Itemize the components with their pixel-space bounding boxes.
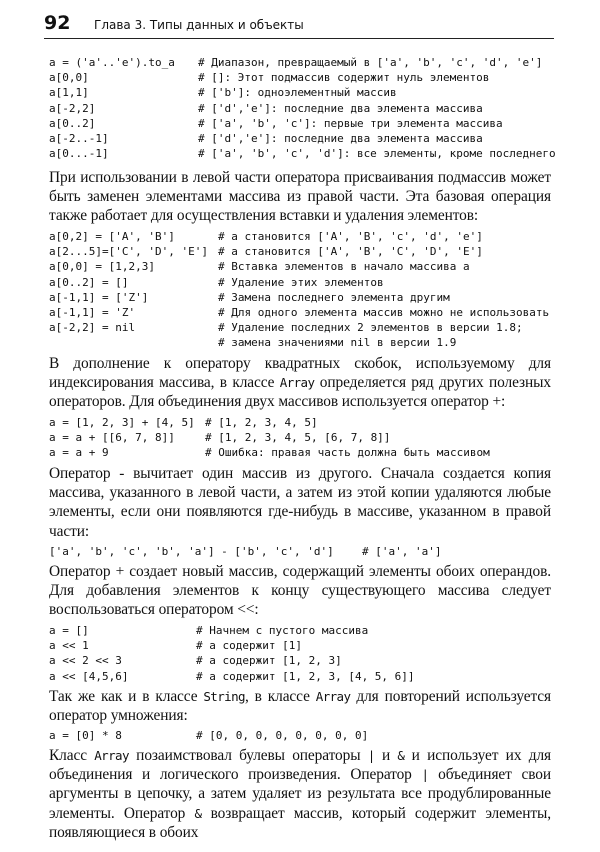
code-comment: # ['d','e']: последние два элемента массива bbox=[198, 101, 483, 115]
text-run: В дополнение к оператору квадратных скобок, используемому для индексирования массива, в классе bbox=[49, 355, 551, 392]
code-statement: a = [1, 2, 3] + [4, 5] bbox=[49, 416, 195, 429]
code-listing bbox=[49, 55, 559, 161]
code-statement: a = a + 9 bbox=[49, 446, 109, 460]
code-listing bbox=[49, 544, 559, 559]
code-line bbox=[49, 544, 559, 559]
code-statement: a << 2 << 3 bbox=[49, 654, 122, 668]
code-line bbox=[49, 669, 559, 684]
code-comment: # Диапазон, превращаемый в ['a', 'b', 'c', 'd', 'e'] bbox=[198, 56, 543, 69]
code-line bbox=[49, 131, 559, 146]
code-statement: a[0,2] = ['A', 'B'] bbox=[49, 230, 175, 243]
code-comment: # a становится ['A', 'B', 'c', 'd', 'e'] bbox=[218, 230, 483, 243]
code-comment: # ['b']: одноэлементный массив bbox=[198, 86, 397, 100]
code-comment: # ['a', 'a'] bbox=[362, 545, 442, 558]
code-listing bbox=[49, 415, 559, 461]
text-run: для повторений используется оператор умножения: bbox=[49, 688, 551, 725]
inline-code: Array bbox=[94, 748, 129, 763]
text-run: Класс bbox=[49, 747, 95, 764]
code-line bbox=[49, 430, 559, 445]
code-line bbox=[49, 623, 559, 638]
body-paragraph bbox=[49, 687, 551, 725]
code-line bbox=[49, 728, 559, 743]
inline-code: Array bbox=[315, 689, 351, 704]
code-comment: # a содержит [1, 2, 3, [4, 5, 6]] bbox=[196, 669, 415, 683]
code-line bbox=[49, 415, 559, 430]
text-run: Так же как и в классе bbox=[49, 688, 204, 705]
code-comment: # [1, 2, 3, 4, 5, [6, 7, 8]] bbox=[205, 431, 391, 445]
code-statement: a << [4,5,6] bbox=[49, 669, 129, 683]
body-paragraph bbox=[49, 562, 551, 620]
code-statement: a = ('a'..'e').to_a bbox=[49, 56, 175, 69]
running-header bbox=[44, 10, 554, 39]
code-line bbox=[49, 85, 559, 100]
code-statement: a[0,0] bbox=[49, 71, 89, 85]
code-comment: # ['d','e']: последние два элемента массива bbox=[198, 132, 483, 146]
code-statement: a[2...5]=['C', 'D', 'E'] bbox=[49, 245, 208, 259]
code-statement: a[-2..-1] bbox=[49, 132, 109, 146]
code-listing bbox=[49, 623, 559, 684]
code-line bbox=[49, 335, 559, 350]
code-statement: a[-1,1] = 'Z' bbox=[49, 306, 136, 320]
code-statement: a[1,1] bbox=[49, 86, 89, 100]
code-comment: # a содержит [1] bbox=[196, 639, 302, 653]
code-line bbox=[49, 305, 559, 320]
body-paragraph bbox=[49, 168, 551, 226]
code-comment: # Начнем с пустого массива bbox=[196, 624, 369, 637]
inline-code: & bbox=[194, 805, 202, 821]
code-line bbox=[49, 290, 559, 305]
code-line bbox=[49, 275, 559, 290]
code-line bbox=[49, 55, 559, 70]
chapter-title: Глава 3. Типы данных и объекты bbox=[94, 18, 304, 32]
text-run: определяется ряд других полезных операторов. Для объединения двух массивов используется оператор +: bbox=[49, 374, 551, 411]
code-statement: a << 1 bbox=[49, 639, 89, 653]
text-run: позаимствовал булевы операторы bbox=[128, 747, 368, 764]
text-run: возвращает массив, который содержит элементы, появляющиеся в обоих bbox=[49, 804, 551, 841]
text-run: Оператор - вычитает один массив из другого. Сначала создается копия массива, указанного в левой части, а затем из этой копии удаляются любые элементы, если они появляются где-нибудь в массиве, указанном в правой части: bbox=[49, 465, 551, 540]
code-comment: # ['a', 'b', 'c', 'd']: все элементы, кроме последнего bbox=[198, 147, 556, 161]
code-comment: # a содержит [1, 2, 3] bbox=[196, 654, 342, 668]
code-comment: # a становится ['A', 'B', 'C', 'D', 'E'] bbox=[218, 245, 483, 259]
code-comment: # [0, 0, 0, 0, 0, 0, 0, 0] bbox=[196, 729, 369, 742]
text-run: объединяет свои аргументы в цепочку, а затем удаляет из результата все продублированные элементы. Оператор bbox=[49, 766, 551, 822]
code-statement: a = [] bbox=[49, 624, 89, 637]
code-comment: # Ошибка: правая часть должна быть массивом bbox=[205, 446, 490, 460]
body-paragraph bbox=[49, 354, 551, 412]
text-run: и использует их для объединения и логического произведения. Оператор bbox=[49, 747, 552, 784]
code-comment: # Удаление этих элементов bbox=[218, 275, 384, 289]
text-run: При использовании в левой части оператора присваивания подмассив может быть заменен элементами массива из правой части. Эта базовая операция также работает для осуществления вставки и удаления элементов: bbox=[49, 169, 551, 225]
code-statement: ['a', 'b', 'c', 'b', 'a'] - ['b', 'c', 'd'] bbox=[49, 545, 334, 558]
inline-code: & bbox=[397, 748, 405, 763]
code-listing bbox=[49, 728, 559, 743]
code-comment: # Для одного элемента массив можно не использовать bbox=[218, 306, 550, 320]
code-listing bbox=[49, 229, 559, 351]
code-comment: # []: Этот подмассив содержит нуль элементов bbox=[198, 71, 490, 85]
body-paragraph bbox=[49, 464, 551, 541]
code-comment: # ['a', 'b', 'c']: первые три элемента массива bbox=[198, 116, 503, 130]
inline-code: Array bbox=[279, 375, 315, 391]
code-line bbox=[49, 259, 559, 274]
page-number: 92 bbox=[44, 12, 71, 34]
code-statement: a[-2,2] bbox=[49, 101, 96, 115]
inline-code: | bbox=[367, 748, 375, 763]
inline-code: String bbox=[203, 689, 245, 704]
code-line bbox=[49, 101, 559, 116]
code-line bbox=[49, 445, 559, 460]
code-comment: # Вставка элементов в начало массива a bbox=[218, 260, 470, 274]
code-line bbox=[49, 244, 559, 259]
code-line bbox=[49, 229, 559, 244]
inline-code: | bbox=[421, 767, 429, 783]
code-statement: a[0..2] = [] bbox=[49, 275, 129, 289]
code-statement: a[0..2] bbox=[49, 116, 96, 130]
code-line bbox=[49, 116, 559, 131]
text-run: Оператор + создает новый массив, содержащий элементы обоих операндов. Для добавления элементов к концу существующего массива следует воспользоваться оператором <<: bbox=[49, 563, 551, 619]
text-run: и bbox=[374, 747, 398, 764]
code-statement: a = a + [[6, 7, 8]] bbox=[49, 431, 175, 445]
code-comment: # замена значениями nil в версии 1.9 bbox=[218, 336, 457, 350]
code-line bbox=[49, 320, 559, 335]
code-line bbox=[49, 638, 559, 653]
code-comment: # Удаление последних 2 элементов в версии 1.8; bbox=[218, 321, 523, 335]
text-run: , в классе bbox=[244, 688, 316, 705]
code-statement: a = [0] * 8 bbox=[49, 729, 122, 742]
code-statement: a[-2,2] = nil bbox=[49, 321, 136, 335]
code-comment: # Замена последнего элемента другим bbox=[218, 290, 450, 304]
code-line bbox=[49, 70, 559, 85]
code-statement: a[-1,1] = ['Z'] bbox=[49, 290, 149, 304]
code-comment: # [1, 2, 3, 4, 5] bbox=[205, 416, 318, 429]
body-paragraph bbox=[49, 746, 551, 842]
code-line bbox=[49, 146, 559, 161]
code-statement: a[0,0] = [1,2,3] bbox=[49, 260, 155, 274]
code-line bbox=[49, 653, 559, 668]
code-statement: a[0...-1] bbox=[49, 147, 109, 161]
